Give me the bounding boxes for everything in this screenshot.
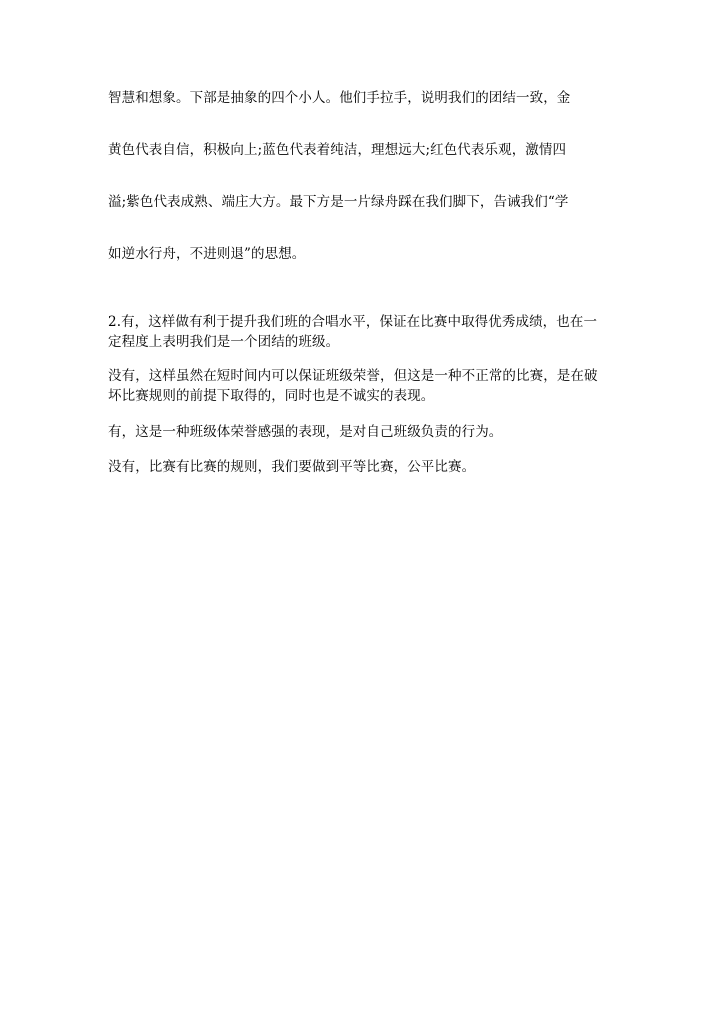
text-line: 如逆水行舟，不进则退”的思想。 — [108, 246, 306, 262]
answer-paragraph: 没有，比赛有比赛的规则，我们要做到平等比赛，公平比赛。 — [108, 459, 476, 475]
answer-paragraph: 2.有，这样做有利于提升我们班的合唱水平，保证在比赛中取得优秀成绩，也在一定程度上表明我们是一个团结的班级。 — [108, 314, 598, 350]
text-line: 智慧和想象。下部是抽象的四个小人。他们手拉手，说明我们的团结一致，金 — [108, 90, 571, 106]
answer-paragraph: 有，这是一种班级体荣誉感强的表现，是对自己班级负责的行为。 — [108, 424, 503, 440]
text-line: 溢;紫色代表成熟、端庄大方。最下方是一片绿舟踩在我们脚下，告诫我们“学 — [108, 194, 569, 210]
text-line: 黄色代表自信，积极向上;蓝色代表着纯洁，理想远大;红色代表乐观，激情四 — [108, 142, 567, 158]
answer-paragraph: 没有，这样虽然在短时间内可以保证班级荣誉，但这是一种不正常的比赛，是在破坏比赛规则的前提下取得的，同时也是不诚实的表现。 — [108, 368, 598, 404]
